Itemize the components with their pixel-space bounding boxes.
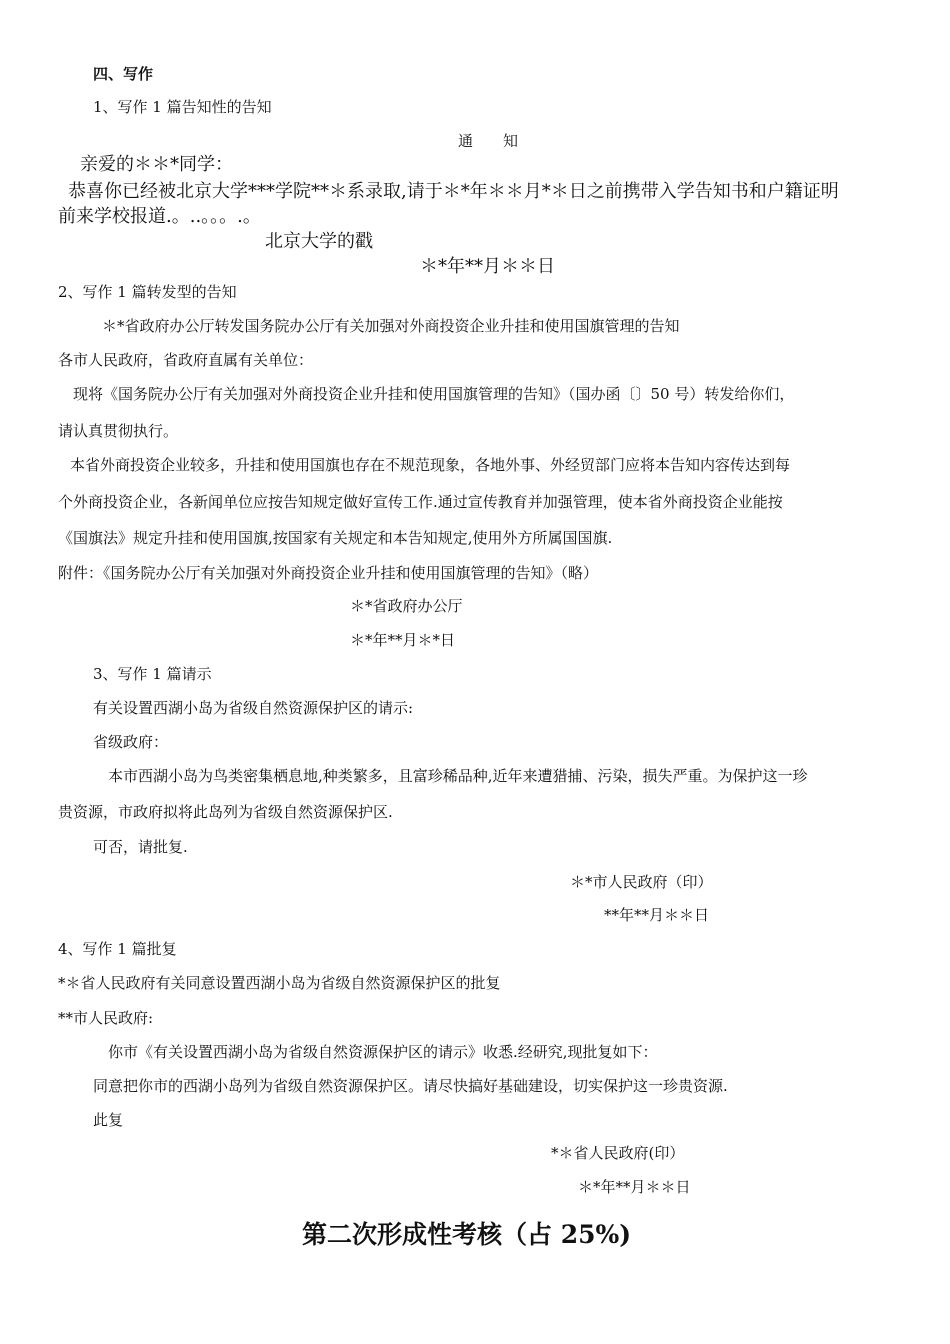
task3-heading: 3、写作 1 篇请示: [93, 665, 212, 683]
task4-signature: *＊省人民政府(印）: [551, 1144, 685, 1162]
task4-body-line1: 你市《有关设置西湖小岛为省级自然资源保护区的请示》收悉.经研究,现批复如下：: [108, 1043, 658, 1061]
section-heading: 四、写作: [93, 65, 154, 83]
task3-body-line1: 本市西湖小岛为鸟类密集栖息地,种类繁多，且富珍稀品种,近年来遭猎捕、污染，损失严重。为保护这一珍: [108, 767, 808, 785]
footer-title: 第二次形成性考核（占 25%): [302, 1220, 632, 1249]
task2-p1-line2: 请认真贯彻执行。: [58, 422, 179, 440]
task2-p1-line1: 现将《国务院办公厅有关加强对外商投资企业升挂和使用国旗管理的告知》（国办函〔〕50 号）转发给你们，: [73, 385, 795, 403]
task4-date: ＊*年**月＊＊日: [578, 1178, 691, 1196]
task2-p2-line3: 《国旗法》规定升挂和使用国旗,按国家有关规定和本告知规定,使用外方所属国国旗.: [58, 529, 613, 547]
task2-p2-line1: 本省外商投资企业较多，升挂和使用国旗也存在不规范现象，各地外事、外经贸部门应将本告知内容传达到每: [70, 456, 791, 474]
task3-recipient: 省级政府：: [93, 733, 169, 751]
task2-signature: ＊*省政府办公厅: [350, 597, 463, 615]
task2-heading: 2、写作 1 篇转发型的告知: [58, 283, 237, 301]
task2-title: ＊*省政府办公厅转发国务院办公厅有关加强对外商投资企业升挂和使用国旗管理的告知: [102, 317, 680, 335]
task2-p2-line2: 个外商投资企业，各新闻单位应按告知规定做好宣传工作.通过宣传教育并加强管理，使本省外商投资企业能按: [58, 493, 783, 511]
task1-heading: 1、写作 1 篇告知性的告知: [93, 98, 272, 116]
task1-body-line2: 前来学校报道.。..。。。.。: [58, 206, 261, 227]
task4-body-line2: 同意把你市的西湖小岛列为省级自然资源保护区。请尽快搞好基础建设，切实保护这一珍贵资源.: [93, 1077, 728, 1095]
task1-signature: 北京大学的戳: [265, 231, 373, 252]
task4-title: *＊省人民政府有关同意设置西湖小岛为省级自然资源保护区的批复: [58, 974, 501, 992]
task4-heading: 4、写作 1 篇批复: [58, 940, 177, 958]
task4-recipient: **市人民政府:: [58, 1009, 154, 1027]
task1-body-line1: 恭喜你已经被北京大学***学院**＊系录取,请于＊*年＊＊月*＊日之前携带入学告知书和户籍证明: [68, 181, 839, 202]
task2-recipients: 各市人民政府，省政府直属有关单位：: [58, 351, 314, 369]
task1-salutation: 亲爱的＊＊*同学：: [80, 154, 233, 175]
task3-signature: ＊*市人民政府（印）: [570, 873, 713, 891]
task3-body-line2: 贵资源，市政府拟将此岛列为省级自然资源保护区.: [58, 803, 393, 821]
task3-closing: 可否，请批复.: [93, 838, 188, 856]
task2-date: ＊*年**月＊*日: [350, 631, 456, 649]
task3-title: 有关设置西湖小岛为省级自然资源保护区的请示:: [93, 699, 414, 717]
task2-attachment: 附件：《国务院办公厅有关加强对外商投资企业升挂和使用国旗管理的告知》（略）: [58, 564, 599, 582]
task1-date: ＊*年**月＊＊日: [420, 256, 555, 277]
task4-closing: 此复: [93, 1111, 124, 1129]
task1-title: 通 知: [458, 132, 519, 150]
task3-date: **年**月＊＊日: [604, 906, 710, 924]
